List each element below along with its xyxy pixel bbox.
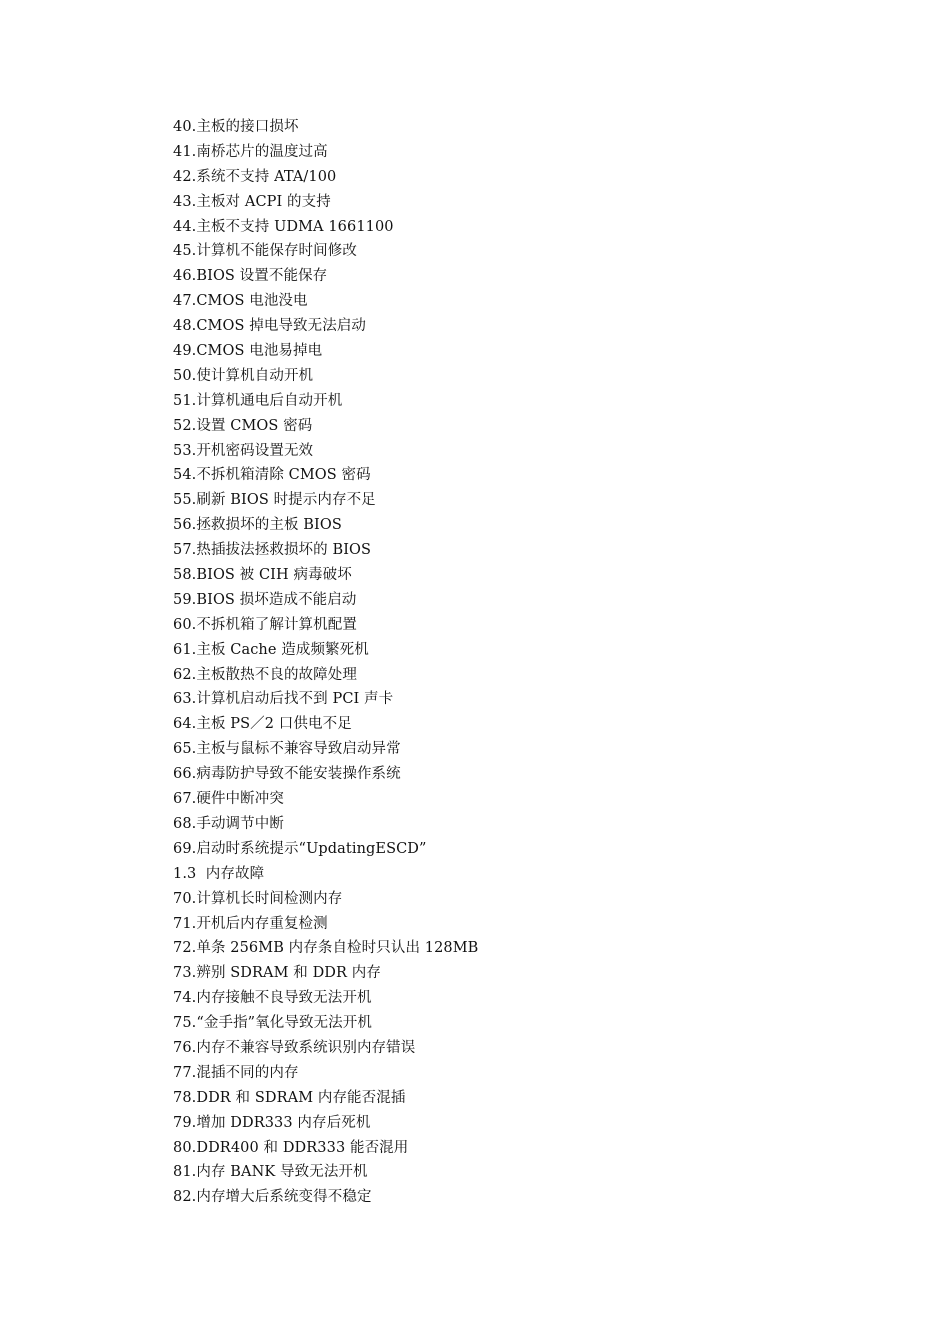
list-item: 60.不拆机箱了解计算机配置 [173, 616, 357, 633]
list-item: 66.病毒防护导致不能安装操作系统 [173, 766, 401, 783]
list-item: 42.系统不支持 ATA/100 [173, 168, 337, 185]
list-item: 80.DDR400 和 DDR333 能否混用 [173, 1139, 409, 1156]
list-item: 70.计算机长时间检测内存 [173, 890, 343, 907]
list-item: 78.DDR 和 SDRAM 内存能否混插 [173, 1089, 406, 1106]
list-item: 40.主板的接口损坏 [173, 119, 299, 135]
list-item: 47.CMOS 电池没电 [173, 293, 308, 310]
list-item: 50.使计算机自动开机 [173, 367, 314, 384]
list-item: 53.开机密码设置无效 [173, 442, 314, 459]
list-item: 61.主板 Cache 造成频繁死机 [173, 641, 369, 658]
section-heading: 1.3 内存故障 [173, 865, 265, 882]
list-item: 77.混插不同的内存 [173, 1064, 299, 1081]
list-item: 57.热插拔法拯救损坏的 BIOS [173, 542, 372, 559]
list-item: 72.单条 256MB 内存条自检时只认出 128MB [173, 940, 479, 957]
list-item: 51.计算机通电后自动开机 [173, 392, 343, 409]
list-item: 58.BIOS 被 CIH 病毒破坏 [173, 567, 352, 584]
list-item: 54.不拆机箱清除 CMOS 密码 [173, 467, 371, 484]
list-item: 76.内存不兼容导致系统识别内存错误 [173, 1039, 416, 1056]
list-item: 43.主板对 ACPI 的支持 [173, 193, 331, 210]
list-item: 59.BIOS 损坏造成不能启动 [173, 591, 357, 608]
list-item: 73.辨别 SDRAM 和 DDR 内存 [173, 965, 381, 982]
troubleshooting-list [173, 115, 478, 1210]
list-item: 52.设置 CMOS 密码 [173, 417, 313, 434]
list-item: 49.CMOS 电池易掉电 [173, 343, 323, 360]
list-item: 45.计算机不能保存时间修改 [173, 243, 357, 260]
list-item: 55.刷新 BIOS 时提示内存不足 [173, 492, 376, 509]
list-item: 41.南桥芯片的温度过高 [173, 143, 328, 160]
list-item: 79.增加 DDR333 内存后死机 [173, 1114, 371, 1131]
list-item: 68.手动调节中断 [173, 815, 284, 832]
list-item: 75.“金手指”氧化导致无法开机 [173, 1015, 372, 1032]
list-item: 46.BIOS 设置不能保存 [173, 268, 328, 285]
list-item: 63.计算机启动后找不到 PCI 声卡 [173, 691, 394, 708]
list-item: 44.主板不支持 UDMA 1661100 [173, 218, 394, 235]
list-item: 64.主板 PS／2 口供电不足 [173, 716, 352, 733]
list-item: 81.内存 BANK 导致无法开机 [173, 1164, 368, 1181]
list-item: 69.启动时系统提示“UpdatingESCD” [173, 840, 427, 857]
list-item: 62.主板散热不良的故障处理 [173, 666, 357, 683]
list-item: 48.CMOS 掉电导致无法启动 [173, 318, 367, 335]
list-item: 71.开机后内存重复检测 [173, 915, 328, 932]
list-item: 65.主板与鼠标不兼容导致启动异常 [173, 741, 401, 758]
list-item: 67.硬件中断冲突 [173, 791, 284, 808]
list-item: 82.内存增大后系统变得不稳定 [173, 1189, 372, 1206]
list-item: 56.拯救损坏的主板 BIOS [173, 517, 342, 534]
list-item: 74.内存接触不良导致无法开机 [173, 990, 372, 1007]
